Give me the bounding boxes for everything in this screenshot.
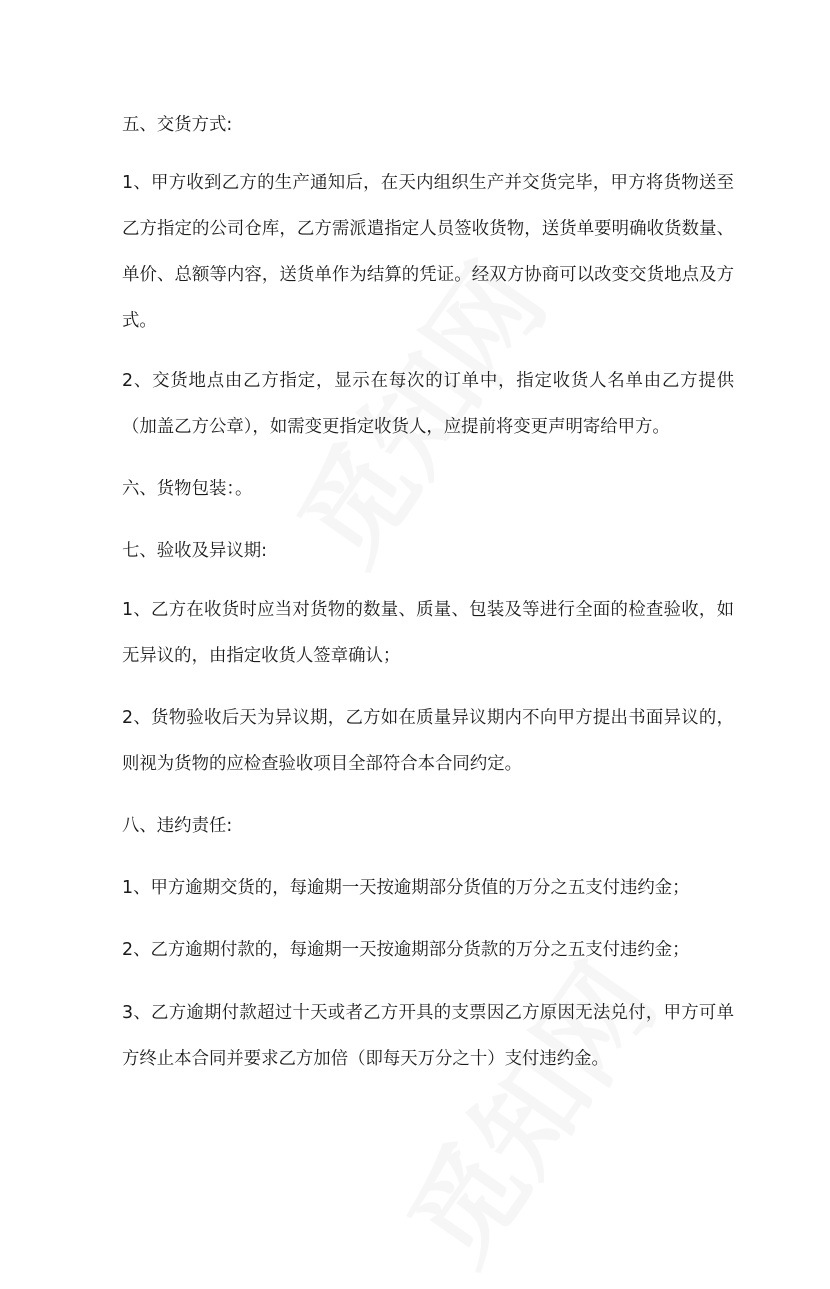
watermark xyxy=(366,929,685,1289)
clause-paragraph: 2、乙方逾期付款的，每逾期一天按逾期部分货款的万分之五支付违约金； xyxy=(122,940,690,960)
clause-paragraph: 3、乙方逾期付款超过十天或者乙方开具的支票因乙方原因无法兑付，甲方可单方终止本合同并要求乙方加倍（即每天万分之十）支付违约金。 xyxy=(122,1003,734,1069)
clause-paragraph: 1、甲方逾期交货的，每逾期一天按逾期部分货值的万分之五支付违约金； xyxy=(122,878,690,898)
clause-paragraph: 2、货物验收后天为异议期，乙方如在质量异议期内不向甲方提出书面异议的，则视为货物的应检查验收项目全部符合本合同约定。 xyxy=(122,708,734,774)
section-heading-liability: 八、违约责任: xyxy=(122,816,233,836)
section-heading-delivery: 五、交货方式: xyxy=(122,115,233,135)
clause-paragraph: 2、交货地点由乙方指定，显示在每次的订单中，指定收货人名单由乙方提供（加盖乙方公章），如需变更指定收货人，应提前将变更声明寄给甲方。 xyxy=(122,371,734,437)
clause-paragraph: 1、甲方收到乙方的生产通知后，在天内组织生产并交货完毕，甲方将货物送至乙方指定的公司仓库，乙方需派遣指定人员签收货物，送货单要明确收货数量、单价、总额等内容，送货单作为结算的凭证。经双方协商可以改变交货地点及方式。 xyxy=(122,173,734,331)
clause-paragraph: 1、乙方在收货时应当对货物的数量、质量、包装及等进行全面的检查验收，如无异议的，由指定收货人签章确认； xyxy=(122,600,734,666)
section-heading-packaging: 六、货物包装：。 xyxy=(122,479,253,499)
section-heading-inspection: 七、验收及异议期: xyxy=(122,541,267,561)
